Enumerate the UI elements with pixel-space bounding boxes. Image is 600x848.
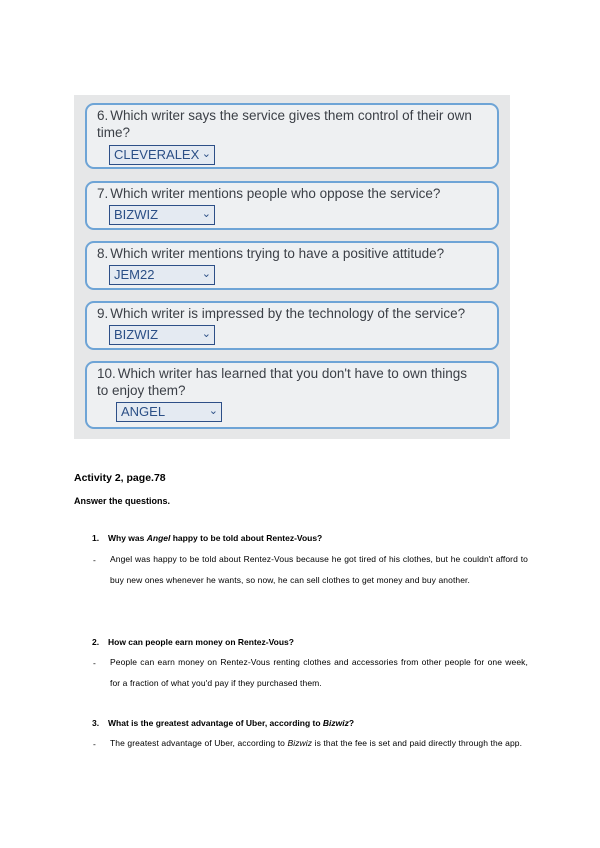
question-text: 7. Which writer mentions people who oppose the service? [97, 186, 441, 201]
answer-dropdown[interactable]: ANGEL ⌄ [116, 402, 222, 422]
answer-dropdown[interactable]: BIZWIZ ⌄ [109, 205, 215, 225]
answer-dash: - [93, 555, 96, 565]
answer-dash: - [93, 739, 96, 749]
chevron-down-icon: ⌄ [201, 328, 211, 340]
question-text: 9. Which writer is impressed by the technology of the service? [97, 306, 466, 321]
question-heading: 2. How can people earn money on Rentez-Vous? [92, 637, 294, 647]
answer-text: Angel was happy to be told about Rentez-Vous because he got tired of his clothes, but he couldn't afford to buy new ones whenever he wants, so now, he can sell clothes to get money and buy another. [110, 554, 528, 585]
answer-text: People can earn money on Rentez-Vous renting clothes and accessories from other people for one week, for a fraction of what you'd pay if they purchased them. [110, 657, 528, 688]
answer-dropdown[interactable]: BIZWIZ ⌄ [109, 325, 215, 345]
question-text: 6. Which writer says the service gives them control of their own time? [97, 108, 472, 140]
chevron-down-icon: ⌄ [201, 208, 211, 220]
answer-dropdown[interactable]: CLEVERALEX ⌄ [109, 145, 215, 165]
quiz-screenshot [74, 95, 510, 439]
answer-dash: - [93, 658, 96, 668]
answer-text: The greatest advantage of Uber, according to Bizwiz is that the fee is set and paid directly through the app. [110, 738, 523, 748]
chevron-down-icon: ⌄ [208, 405, 218, 417]
answer-dropdown[interactable]: JEM22 ⌄ [109, 265, 215, 285]
chevron-down-icon: ⌄ [201, 268, 211, 280]
activity-instruction: Answer the questions. [74, 496, 171, 506]
question-heading: 1. Why was Angel happy to be told about Rentez-Vous? [92, 533, 323, 543]
question-text: 10. Which writer has learned that you don't have to own things to enjoy them? [97, 366, 468, 398]
chevron-down-icon: ⌄ [201, 148, 211, 160]
question-heading: 3. What is the greatest advantage of Uber, according to Bizwiz? [92, 718, 355, 728]
activity-title: Activity 2, page.78 [74, 472, 166, 484]
question-text: 8. Which writer mentions trying to have a positive attitude? [97, 246, 445, 261]
